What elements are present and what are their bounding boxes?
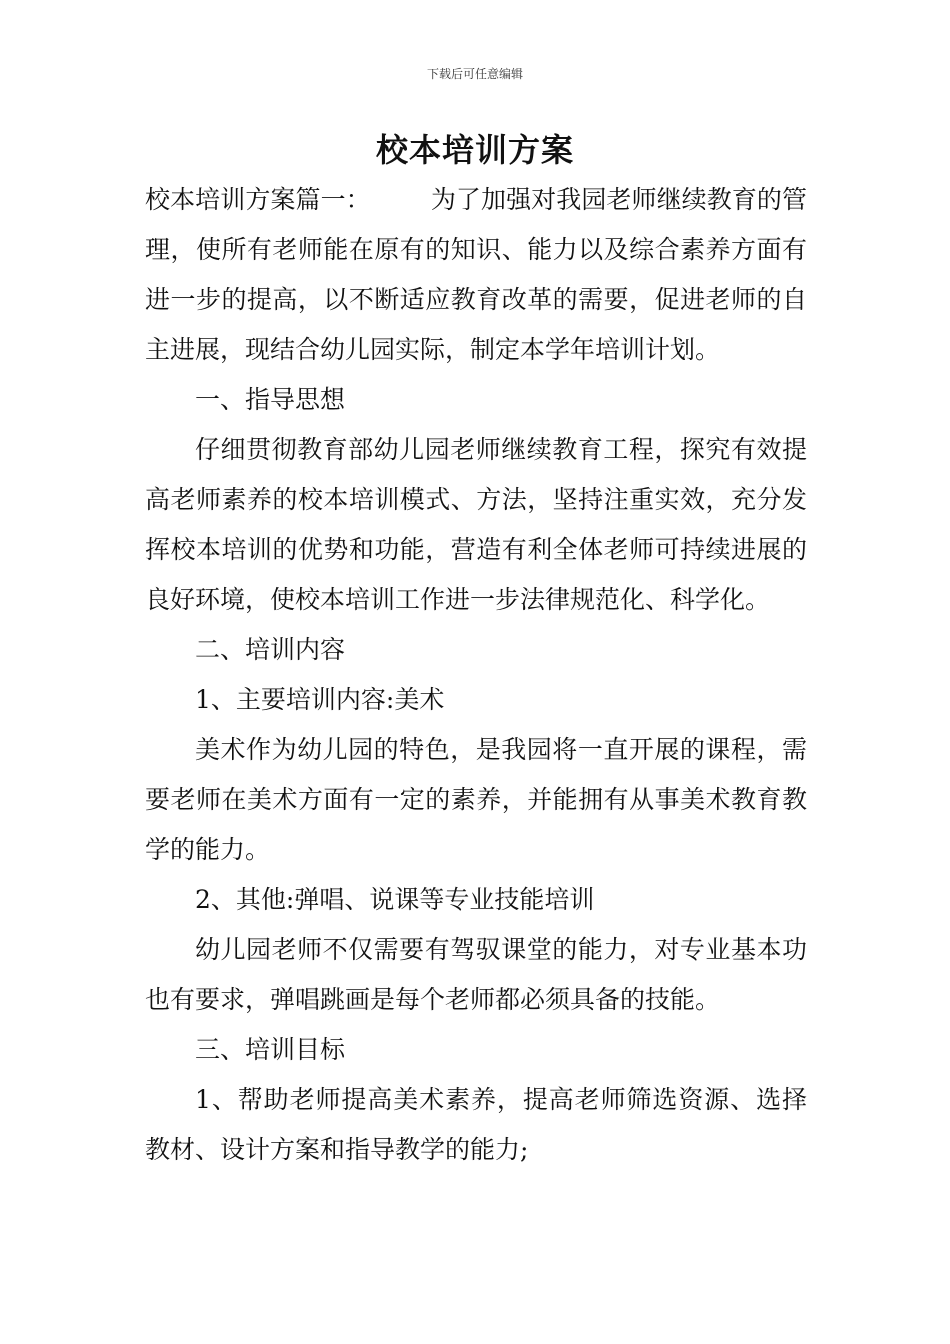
subheading-content-item1: 1、主要培训内容:美术 [195, 685, 445, 714]
intro-text: 为了加强对我园老师继续教育的管理，使所有老师能在原有的知识、能力以及综合素养方面有进一步的提高，以不断适应教育改革的需要，促进老师的自主进展，现结合幼儿园实际，制定本学年培训计划。 [145, 185, 807, 364]
subheading-content-item2: 2、其他:弹唱、说课等专业技能培训 [195, 885, 595, 914]
section-heading-guiding: 一、指导思想 [195, 385, 346, 414]
intro-paragraph [145, 175, 807, 375]
section-heading-content: 二、培训内容 [195, 635, 346, 664]
document-title: 校本培训方案 [375, 131, 574, 169]
intro-lead: 校本培训方案篇一： [145, 185, 371, 214]
document-body [145, 175, 807, 1175]
section-heading-goals: 三、培训目标 [195, 1035, 346, 1064]
paragraph-goals-item1: 1、帮助老师提高美术素养，提高老师筛选资源、选择教材、设计方案和指导教学的能力; [145, 1085, 807, 1164]
page-header-note: 下载后可任意编辑 [426, 67, 523, 81]
paragraph-content-item1: 美术作为幼儿园的特色，是我园将一直开展的课程，需要老师在美术方面有一定的素养，并能拥有从事美术教育教学的能力。 [145, 735, 807, 864]
paragraph-content-item2: 幼儿园老师不仅需要有驾驭课堂的能力，对专业基本功也有要求，弹唱跳画是每个老师都必须具备的技能。 [145, 935, 807, 1014]
paragraph-guiding: 仔细贯彻教育部幼儿园老师继续教育工程，探究有效提高老师素养的校本培训模式、方法，坚持注重实效，充分发挥校本培训的优势和功能，营造有利全体老师可持续进展的良好环境，使校本培训工作进一步法律规范化、科学化。 [145, 435, 807, 614]
